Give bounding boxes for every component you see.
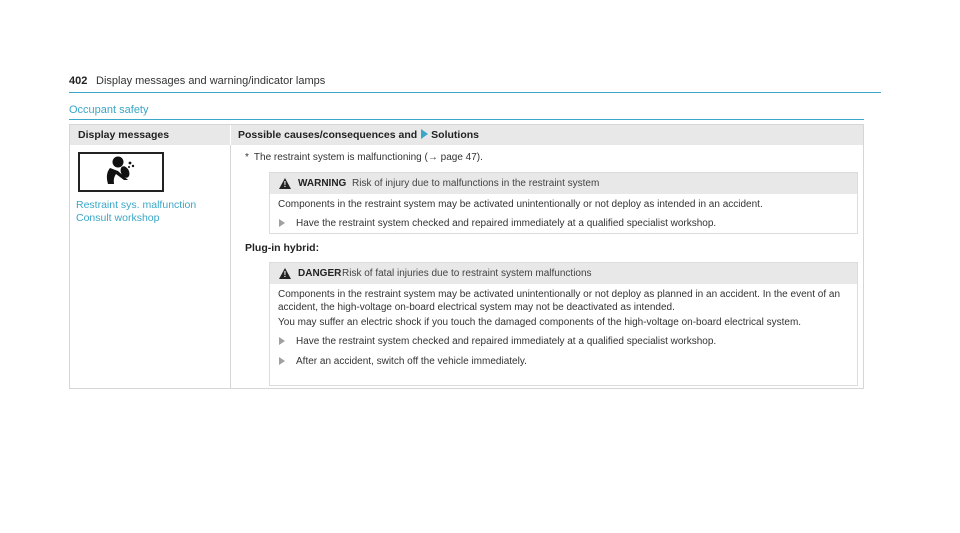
plugin-hybrid-heading: Plug-in hybrid: xyxy=(245,242,320,254)
column-header-causes: Possible causes/consequences and xyxy=(238,129,418,141)
danger-step-2 xyxy=(278,355,849,368)
cause-text: The restraint system is malfunctioning (→ page 47). xyxy=(253,152,483,163)
warning-header: ! WARNING Risk of injury due to malfunctions in the restraint system xyxy=(270,173,857,194)
danger-text-2: You may suffer an electric shock if you touch the damaged components of the high-voltage on-board electrical system. xyxy=(278,317,802,328)
airbag-seated-person-icon xyxy=(78,152,164,192)
danger-heading: Risk of fatal injuries due to restraint system malfunctions xyxy=(342,268,592,279)
column-header-solutions: Solutions xyxy=(431,129,480,141)
play-arrow-icon xyxy=(421,129,428,139)
warning-heading: Risk of injury due to malfunctions in the restraint system xyxy=(352,178,600,189)
danger-header: ! DANGER Risk of fatal injuries due to restraint system malfunctions xyxy=(270,263,857,284)
cause-bullet: * xyxy=(245,152,249,163)
danger-label: DANGER xyxy=(298,268,342,279)
warning-box xyxy=(269,172,858,234)
header-divider xyxy=(230,125,231,145)
warning-step-text: Have the restraint system checked and repaired immediately at a qualified specialist workshop. xyxy=(296,218,717,229)
message-restraint-malfunction: Restraint sys. malfunction xyxy=(76,199,197,211)
message-consult-workshop: Consult workshop xyxy=(76,212,160,224)
warning-label: WARNING xyxy=(298,178,347,189)
danger-box xyxy=(269,262,858,386)
display-messages-table xyxy=(69,124,864,389)
page-header-title: Display messages and warning/indicator lamps xyxy=(96,75,326,87)
danger-step-2-text: After an accident, switch off the vehicle immediately. xyxy=(296,356,527,367)
column-divider xyxy=(230,145,231,389)
step-arrow-icon xyxy=(279,357,285,365)
section-title: Occupant safety xyxy=(69,104,864,120)
page-number: 402 xyxy=(69,75,88,87)
step-arrow-icon xyxy=(279,337,285,345)
page-header xyxy=(69,73,881,93)
danger-step-1 xyxy=(278,335,849,348)
column-header-display-messages: Display messages xyxy=(78,129,170,141)
warning-text: Components in the restraint system may be activated unintentionally or not deploy as intended in an accident. xyxy=(278,199,763,210)
column-header-causes-solutions xyxy=(238,129,479,141)
table-header-row xyxy=(70,125,863,145)
warning-step xyxy=(278,217,849,230)
danger-text-1: Components in the restraint system may be activated unintentionally or not deploy as planned in an accident. In the event of an accident, the high-voltage on-board electrical system may not be deactivated as intended. xyxy=(278,289,841,313)
danger-body xyxy=(270,284,857,374)
warning-body xyxy=(270,194,857,236)
step-arrow-icon xyxy=(279,219,285,227)
danger-step-1-text: Have the restraint system checked and repaired immediately at a qualified specialist workshop. xyxy=(296,336,717,347)
cause-item xyxy=(245,152,483,163)
